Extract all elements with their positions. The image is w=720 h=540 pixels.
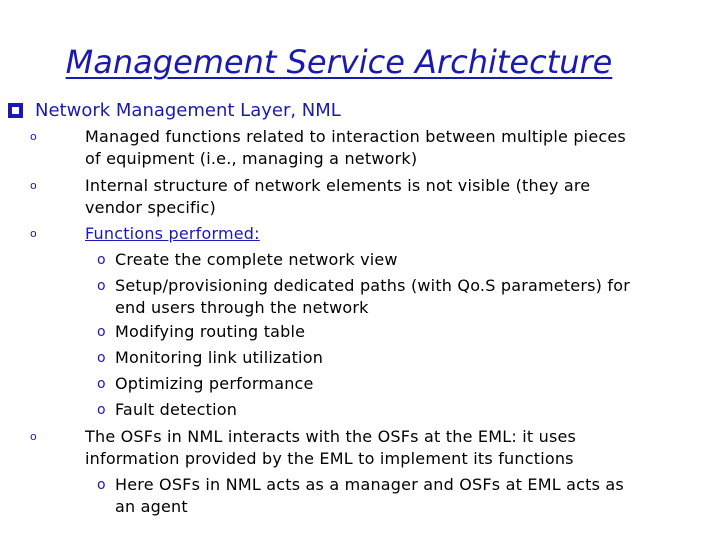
sub-list-item-line: Setup/provisioning dedicated paths (with Qo.S parameters) for (115, 276, 630, 295)
sub-list-item-line: Fault detection (115, 400, 238, 419)
sub-list-item-line: Modifying routing table (115, 322, 306, 341)
sub-list-item-line: Optimizing performance (115, 374, 314, 393)
sub-list-item (115, 399, 237, 421)
sub-list-item (115, 249, 398, 271)
sub-list-item-line: Here OSFs in NML acts as a manager and OSFs at EML acts as (115, 475, 624, 494)
sub-bullet-marker: o (97, 324, 106, 340)
sub-bullet-marker: o (97, 402, 106, 418)
sub-list-item (115, 474, 624, 518)
functions-heading: Functions performed: (85, 224, 260, 243)
list-item-line: information provided by the EML to implement its functions (85, 449, 574, 468)
sub-list-item-line: Create the complete network view (115, 250, 398, 269)
list-item-line: Internal structure of network elements is not visible (they are (85, 176, 591, 195)
checkbox-bullet-icon (8, 103, 23, 118)
list-item (85, 223, 260, 245)
sub-list-item (115, 347, 323, 369)
sub-bullet-marker: o (97, 252, 106, 268)
sub-list-item (115, 275, 630, 319)
bullet-marker: o (30, 227, 37, 240)
list-item-line: The OSFs in NML interacts with the OSFs at the EML: it uses (85, 427, 577, 446)
sub-list-item-line: Monitoring link utilization (115, 348, 324, 367)
sub-bullet-marker: o (97, 477, 106, 493)
sub-list-item (115, 373, 314, 395)
section-heading (8, 99, 341, 123)
sub-bullet-marker: o (97, 376, 106, 392)
list-item-line: Managed functions related to interaction between multiple pieces (85, 127, 626, 146)
sub-list-item-line: an agent (115, 497, 188, 516)
sub-list-item (115, 321, 305, 343)
bullet-marker: o (30, 430, 37, 443)
sub-bullet-marker: o (97, 350, 106, 366)
bullet-marker: o (30, 130, 37, 143)
list-item (85, 426, 576, 470)
list-item-line: vendor specific) (85, 198, 216, 217)
bullet-marker: o (30, 179, 37, 192)
section-heading-text: Network Management Layer, NML (35, 100, 341, 121)
list-item-line: of equipment (i.e., managing a network) (85, 149, 418, 168)
list-item (85, 126, 626, 170)
sub-list-item-line: end users through the network (115, 298, 369, 317)
sub-bullet-marker: o (97, 278, 106, 294)
slide-title: Management Service Architecture (65, 43, 613, 81)
list-item (85, 175, 590, 219)
